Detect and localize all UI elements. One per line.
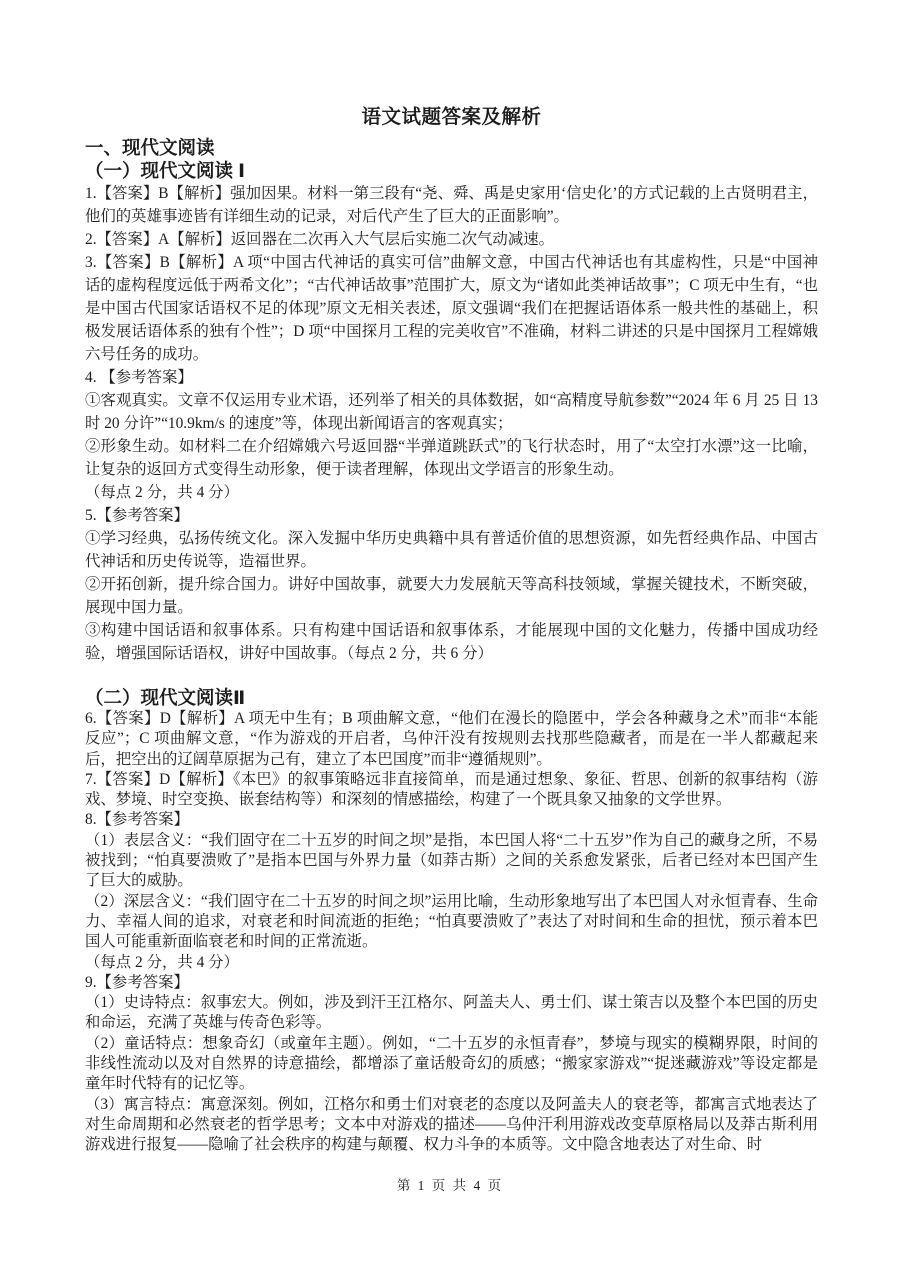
reading-2-heading: （二）现代文阅读Ⅱ <box>85 687 246 708</box>
answer-q5-point-2: ②开拓创新，提升综合国力。讲好中国故事，就要大力发展航天等高科技领域，掌握关键技术，不断突破，展现中国力量。 <box>85 576 818 616</box>
reading-1-heading: （一）现代文阅读 Ⅰ <box>85 160 246 181</box>
answer-q3: 3.【答案】B【解析】A 项“中国古代神话的真实可信”曲解文意，中国古代神话也有其虚构性，只是“中国神话的虚构程度远低于两希文化”；“古代神话故事”范围扩大，原文为“诸如此类神话故事”；C 项无中生有，“也是中国古代国家话语权不足的体现”原文无相关表述，原文强调“我们在把握话语体系一般共性的基础上，积极发展话语体系的独有个性”；D 项“中国探月工程的完美收官”不准确，材料二讲述的只是中国探月工程嫦娥六号任务的成功。 <box>85 254 818 363</box>
answer-q4-point-1: ①客观真实。文章不仅运用专业术语，还列举了相关的具体数据，如“高精度导航参数”“2024 年 6 月 25 日 13 时 20 分许”“10.9km/s 的速度”等，体现出新闻语言的客观真实； <box>85 392 818 432</box>
section-reading-1 <box>85 159 818 665</box>
answer-q8-point-1: （1）表层含义：“我们固守在二十五岁的时间之坝”是指，本巴国人将“二十五岁”作为自己的藏身之所，不易被找到；“怕真要溃败了”是指本巴国与外界力量（如莽古斯）之间的关系愈发紧张，后者已经对本巴国产生了巨大的威胁。 <box>85 831 818 890</box>
page-number-footer: 第 1 页 共 4 页 <box>396 1178 504 1193</box>
answer-q5-label: 5.【参考答案】 <box>85 507 189 524</box>
answer-q9-point-2: （2）童话特点：想象奇幻（或童年主题）。例如，“二十五岁的永恒青春”，梦境与现实的模糊界限，时间的非线性流动以及对自然界的诗意描绘，都增添了童话般奇幻的质感；“搬家家游戏”“捉迷藏游戏”等设定都是童年时代特有的记忆等。 <box>85 1034 818 1093</box>
answer-q4-point-2: ②形象生动。如材料二在介绍嫦娥六号返回器“半弹道跳跃式”的飞行状态时，用了“太空打水漂”这一比喻，让复杂的返回方式变得生动形象，便于读者理解，体现出文学语言的形象生动。 <box>85 438 818 478</box>
answer-q7: 7.【答案】D【解析】《本巴》的叙事策略远非直接简单，而是通过想象、象征、哲思、创新的叙事结构（游戏、梦境、时空变换、嵌套结构等）和深刻的情感描绘，构建了一个既具象又抽象的文学世界。 <box>85 770 818 809</box>
answer-q8-point-2: （2）深层含义：“我们固守在二十五岁的时间之坝”运用比喻，生动形象地写出了本巴国人对永恒青春、生命力、幸福人间的追求，对衰老和时间流逝的拒绝；“怕真要溃败了”表达了对时间和生命的担忧，预示着本巴国人可能重新面临衰老和时间的正常流逝。 <box>85 892 818 951</box>
document-title: 语文试题答案及解析 <box>361 106 542 128</box>
part-1-heading: 一、现代文阅读 <box>85 137 215 158</box>
answer-q2: 2.【答案】A【解析】返回器在二次再入大气层后实施二次气动减速。 <box>85 231 554 248</box>
answer-q9-label: 9.【参考答案】 <box>85 973 189 991</box>
answer-q8-score-note: （每点 2 分，共 4 分） <box>85 953 239 971</box>
answer-q5-point-1: ①学习经典，弘扬传统文化。深入发掘中华历史典籍中具有普适价值的思想资源，如先哲经典作品、中国古代神话和历史传说等，造福世界。 <box>85 530 818 570</box>
answer-q9-point-3: （3）寓言特点：寓意深刻。例如，江格尔和勇士们对衰老的态度以及阿盖夫人的衰老等，都寓言式地表达了对生命周期和必然衰老的哲学思考；文本中对游戏的描述——乌仲汗利用游戏改变草原格局以及莽古斯利用游戏进行报复——隐喻了社会秩序的构建与颠覆、权力斗争的本质等。文中隐含地表达了对生命、时 <box>85 1095 818 1154</box>
answer-q9-point-1: （1）史诗特点：叙事宏大。例如，涉及到汗王江格尔、阿盖夫人、勇士们、谋士策吉以及整个本巴国的历史和命运，充满了英雄与传奇色彩等。 <box>85 994 818 1032</box>
answer-q8-label: 8.【参考答案】 <box>85 811 189 829</box>
section-reading-2 <box>85 686 818 1156</box>
answer-q6: 6.【答案】D【解析】A 项无中生有；B 项曲解文意，“他们在漫长的隐匿中，学会各种藏身之术”而非“本能反应”；C 项曲解文意，“作为游戏的开启者，乌仲汗没有按规则去找那些隐藏者，而是在一半人都藏起来后，把空出的辽阔草原据为己有，建立了本巴国度”而非“遵循规则”。 <box>85 710 818 768</box>
answer-q5-point-3: ③构建中国话语和叙事体系。只有构建中国话语和叙事体系，才能展现中国的文化魅力，传播中国成功经验，增强国际话语权，讲好中国故事。（每点 2 分，共 6 分） <box>85 622 818 662</box>
answer-q4-label: 4. 【参考答案】 <box>85 369 193 386</box>
answer-q4-score-note: （每点 2 分，共 4 分） <box>85 484 239 501</box>
section-gap <box>85 665 818 686</box>
answer-q1: 1.【答案】B【解析】强加因果。材料一第三段有“尧、舜、禹是史家用‘信史化’的方式记载的上古贤明君主，他们的英雄事迹皆有详细生动的记录，对后代产生了巨大的正面影响”。 <box>85 185 818 225</box>
